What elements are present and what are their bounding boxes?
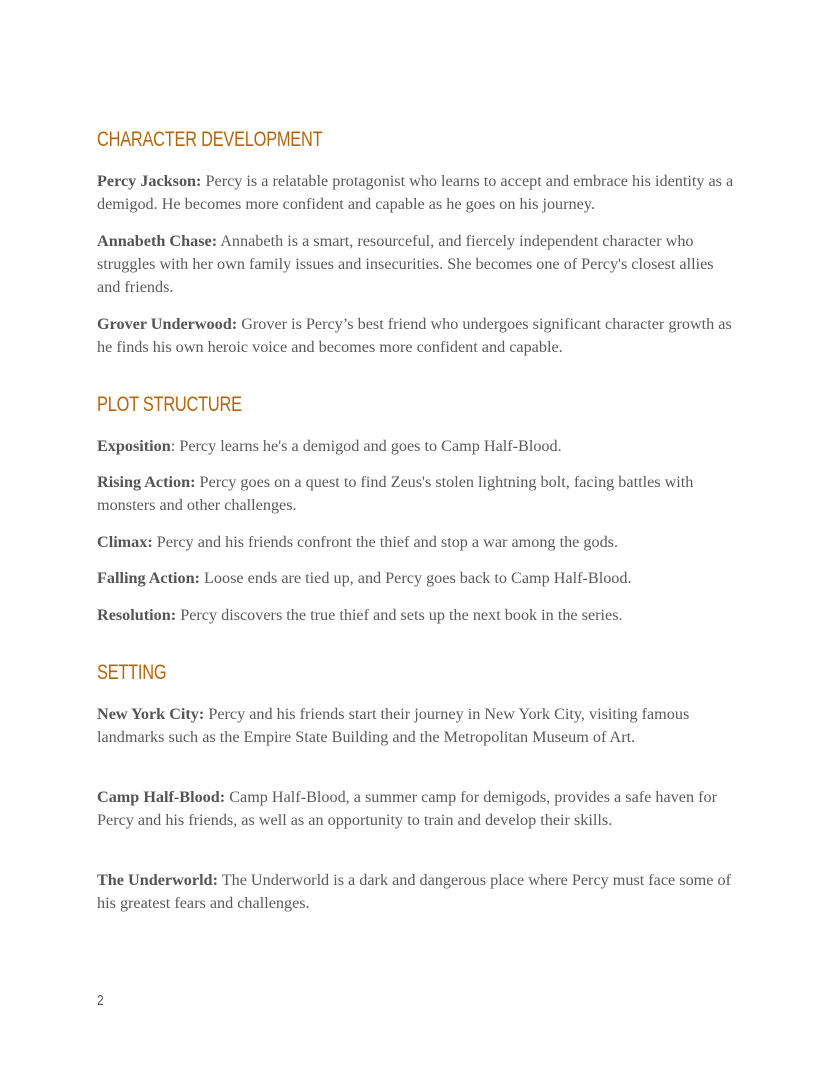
heading-character-development: CHARACTER DEVELOPMENT: [97, 128, 323, 151]
term-description: Percy and his friends confront the thief and stop a war among the gods.: [152, 533, 619, 551]
term-description: : Percy learns he's a demigod and goes to Camp Half-Blood.: [170, 437, 562, 455]
term-description: Camp Half-Blood, a summer camp for demigods, provides a safe haven for Percy and his friends, as well as an opportunity to train and develop their skills.: [97, 788, 717, 829]
term-description: Loose ends are tied up, and Percy goes back to Camp Half-Blood.: [199, 569, 632, 587]
paragraph-camp-half-blood: [97, 786, 737, 832]
term-description: Percy and his friends start their journey in New York City, visiting famous landmarks such as the Empire State Building and the Metropolitan Museum of Art.: [97, 705, 690, 746]
paragraph-grover-underwood: [97, 313, 737, 359]
heading-plot-structure: PLOT STRUCTURE: [97, 393, 242, 416]
term-label: Percy Jackson:: [97, 172, 202, 190]
paragraph-annabeth-chase: [97, 230, 737, 299]
term-label: Grover Underwood:: [97, 315, 238, 333]
term-label: Annabeth Chase:: [97, 232, 218, 250]
term-description: Percy is a relatable protagonist who learns to accept and embrace his identity as a demigod. He becomes more confident and capable as he goes on his journey.: [97, 172, 734, 213]
term-label: Falling Action:: [97, 569, 200, 587]
term-label: New York City:: [97, 705, 205, 723]
paragraph-climax: [97, 531, 737, 554]
paragraph-the-underworld: [97, 869, 737, 915]
paragraph-new-york-city: [97, 703, 737, 749]
term-label: Resolution:: [97, 606, 177, 624]
term-description: The Underworld is a dark and dangerous place where Percy must face some of his greatest fears and challenges.: [97, 871, 731, 912]
page-number: 2: [97, 992, 104, 1009]
paragraph-rising-action: [97, 471, 737, 517]
term-description: Annabeth is a smart, resourceful, and fiercely independent character who struggles with her own family issues and insecurities. She becomes one of Percy's closest allies and friends.: [97, 232, 714, 296]
paragraph-percy-jackson: [97, 170, 737, 216]
paragraph-resolution: [97, 604, 737, 627]
term-label: Exposition: [97, 437, 171, 455]
heading-setting: SETTING: [97, 661, 167, 684]
term-label: Rising Action:: [97, 473, 196, 491]
term-label: Climax:: [97, 533, 153, 551]
term-label: Camp Half-Blood:: [97, 788, 226, 806]
paragraph-falling-action: [97, 567, 737, 590]
term-description: Grover is Percy’s best friend who undergoes significant character growth as he finds his own heroic voice and becomes more confident and capable.: [97, 315, 732, 356]
paragraph-exposition: [97, 435, 737, 458]
term-label: The Underworld:: [97, 871, 218, 889]
term-description: Percy discovers the true thief and sets up the next book in the series.: [176, 606, 623, 624]
term-description: Percy goes on a quest to find Zeus's stolen lightning bolt, facing battles with monsters and other challenges.: [97, 473, 694, 514]
